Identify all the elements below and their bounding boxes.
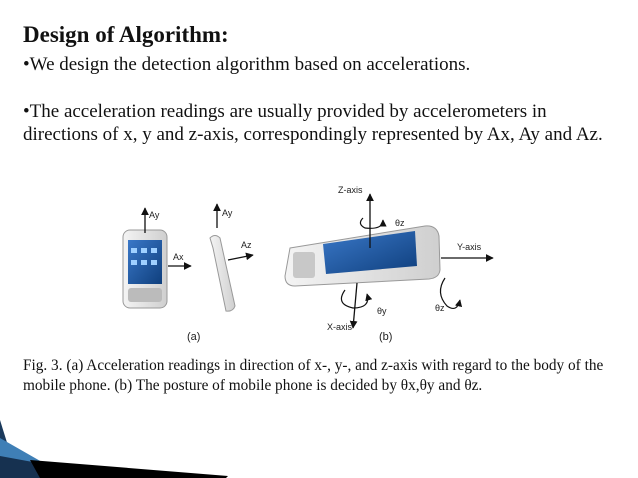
slide-title: Design of Algorithm: (23, 22, 229, 47)
az-label-side: Az (241, 240, 252, 250)
theta-z-label-right: θz (435, 303, 445, 313)
bullet-acceleration-readings: •The acceleration readings are usually provided by accelerometers in directions of x, y and z-axis, correspondingly represented by Ax, Ay and Az. (23, 101, 603, 145)
az-arrow-side (228, 255, 253, 260)
figure-caption: Fig. 3. (a) Acceleration readings in direction of x-, y-, and z-axis with regard to the body of the mobile phone. (b) The posture of mobile phone is decided by θx,θy and θz. (23, 357, 604, 394)
theta-z-label-top: θz (395, 218, 405, 228)
x-axis-arrow (353, 283, 357, 328)
ay-label-front: Ay (149, 210, 160, 220)
phone-front (123, 230, 167, 308)
theta-z-rotation-arrow (360, 218, 383, 228)
x-axis-label: X-axis (327, 322, 353, 332)
ax-label-front: Ax (173, 252, 184, 262)
phone-side (210, 236, 235, 312)
corner-decoration (0, 398, 260, 478)
z-axis-label: Z-axis (338, 185, 363, 195)
phone-axes-figure (95, 178, 515, 348)
y-axis-label: Y-axis (457, 242, 482, 252)
panel-a-label: (a) (187, 331, 201, 343)
bullet-detection-algorithm: •We design the detection algorithm based on accelerations. (23, 54, 471, 75)
theta-y-label: θy (377, 306, 387, 316)
ay-label-side: Ay (222, 208, 233, 218)
panel-b-label: (b) (379, 331, 393, 343)
phone-tilted (285, 226, 440, 286)
